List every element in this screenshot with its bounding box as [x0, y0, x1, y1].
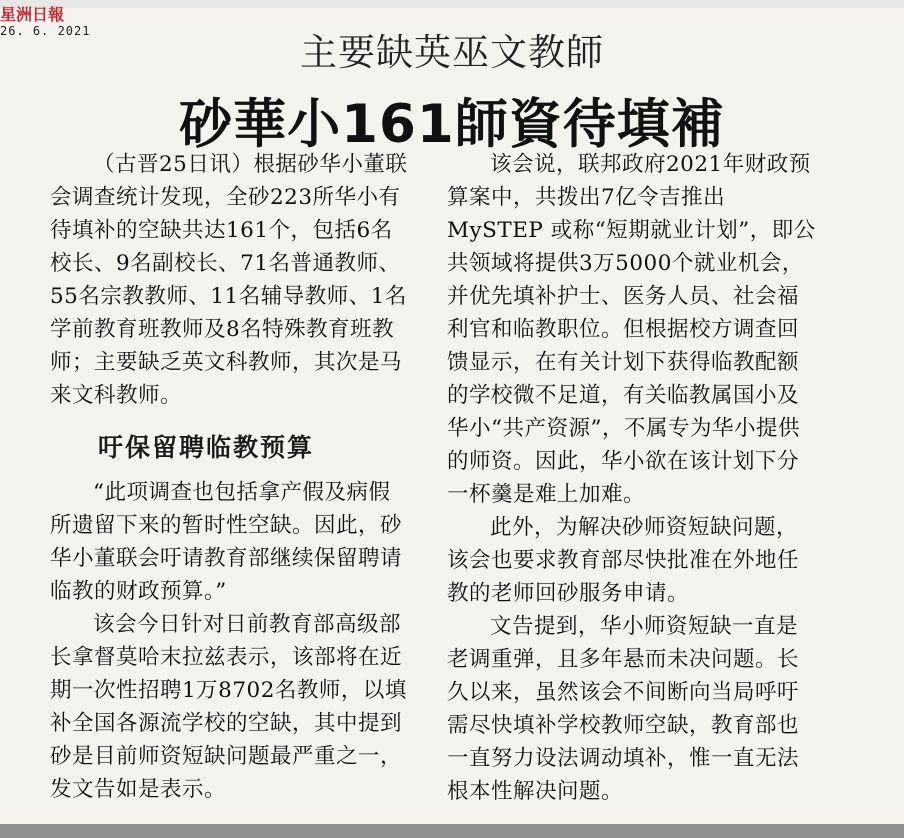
left-column [50, 148, 410, 806]
paragraph: 此外，为解决砂师资短缺问题，该会也要求教育部尽快批准在外地任教的老师回砂服务申请。 [447, 515, 800, 606]
paragraph: 文告提到，华小师资短缺一直是老调重弹，且多年悬而未决问题。长久以来，虽然该会不间断向当局呼吁需尽快填补学校教师空缺，教育部也一直努力设法调动填补，惟一直无法根本性解决问题。 [447, 614, 800, 804]
paragraph: 该会今日针对日前教育部高级部长拿督莫哈末拉兹表示，该部将在近期一次性招聘1万8702名教师，以填补全国各源流学校的空缺，其中提到砂是目前师资短缺问题最严重之一，发文告如是表示。 [50, 612, 407, 802]
main-headline: 砂華小161師資待填補 [179, 94, 725, 155]
paragraph-quote: “此项调查也包括拿产假及病假所遗留下来的暂时性空缺。因此，砂华小董联会吁请教育部继续保留聘请临教的财政预算。” [50, 480, 403, 604]
headline-kicker: 主要缺英巫文教師 [300, 31, 604, 74]
bottom-bar [0, 824, 904, 838]
top-band [0, 0, 904, 8]
paragraph-lead: （古晋25日讯）根据砂华小董联会调查统计发现，全砂223所华小有待填补的空缺共达161个，包括6名校长、9名副校长、71名普通教师、55名宗教教师、11名辅导教师、1名学前教育班教师及8名特殊教育班教师；主要缺乏英文科教师，其次是马来文科教师。 [50, 152, 408, 408]
newspaper-logo: 星洲日報 [0, 5, 65, 24]
paragraph: 该会说，联邦政府2021年财政预算案中，共拨出7亿令吉推出MySTEP 或称“短期就业计划”，即公共领域将提供3万5000个就业机会，并优先填补护士、医务人员、社会福利官和临教职位。但根据校方调查回馈显示，在有关计划下获得临教配额的学校微不足道，有关临教属国小及华小“共产资源”，不属专为华小提供的师资。因此，华小欲在该计划下分一杯羹是难上加难。 [447, 152, 816, 507]
right-column [447, 148, 817, 808]
publication-date: 26. 6. 2021 [0, 24, 91, 38]
subheading: 吁保留聘临教预算 [98, 433, 315, 462]
